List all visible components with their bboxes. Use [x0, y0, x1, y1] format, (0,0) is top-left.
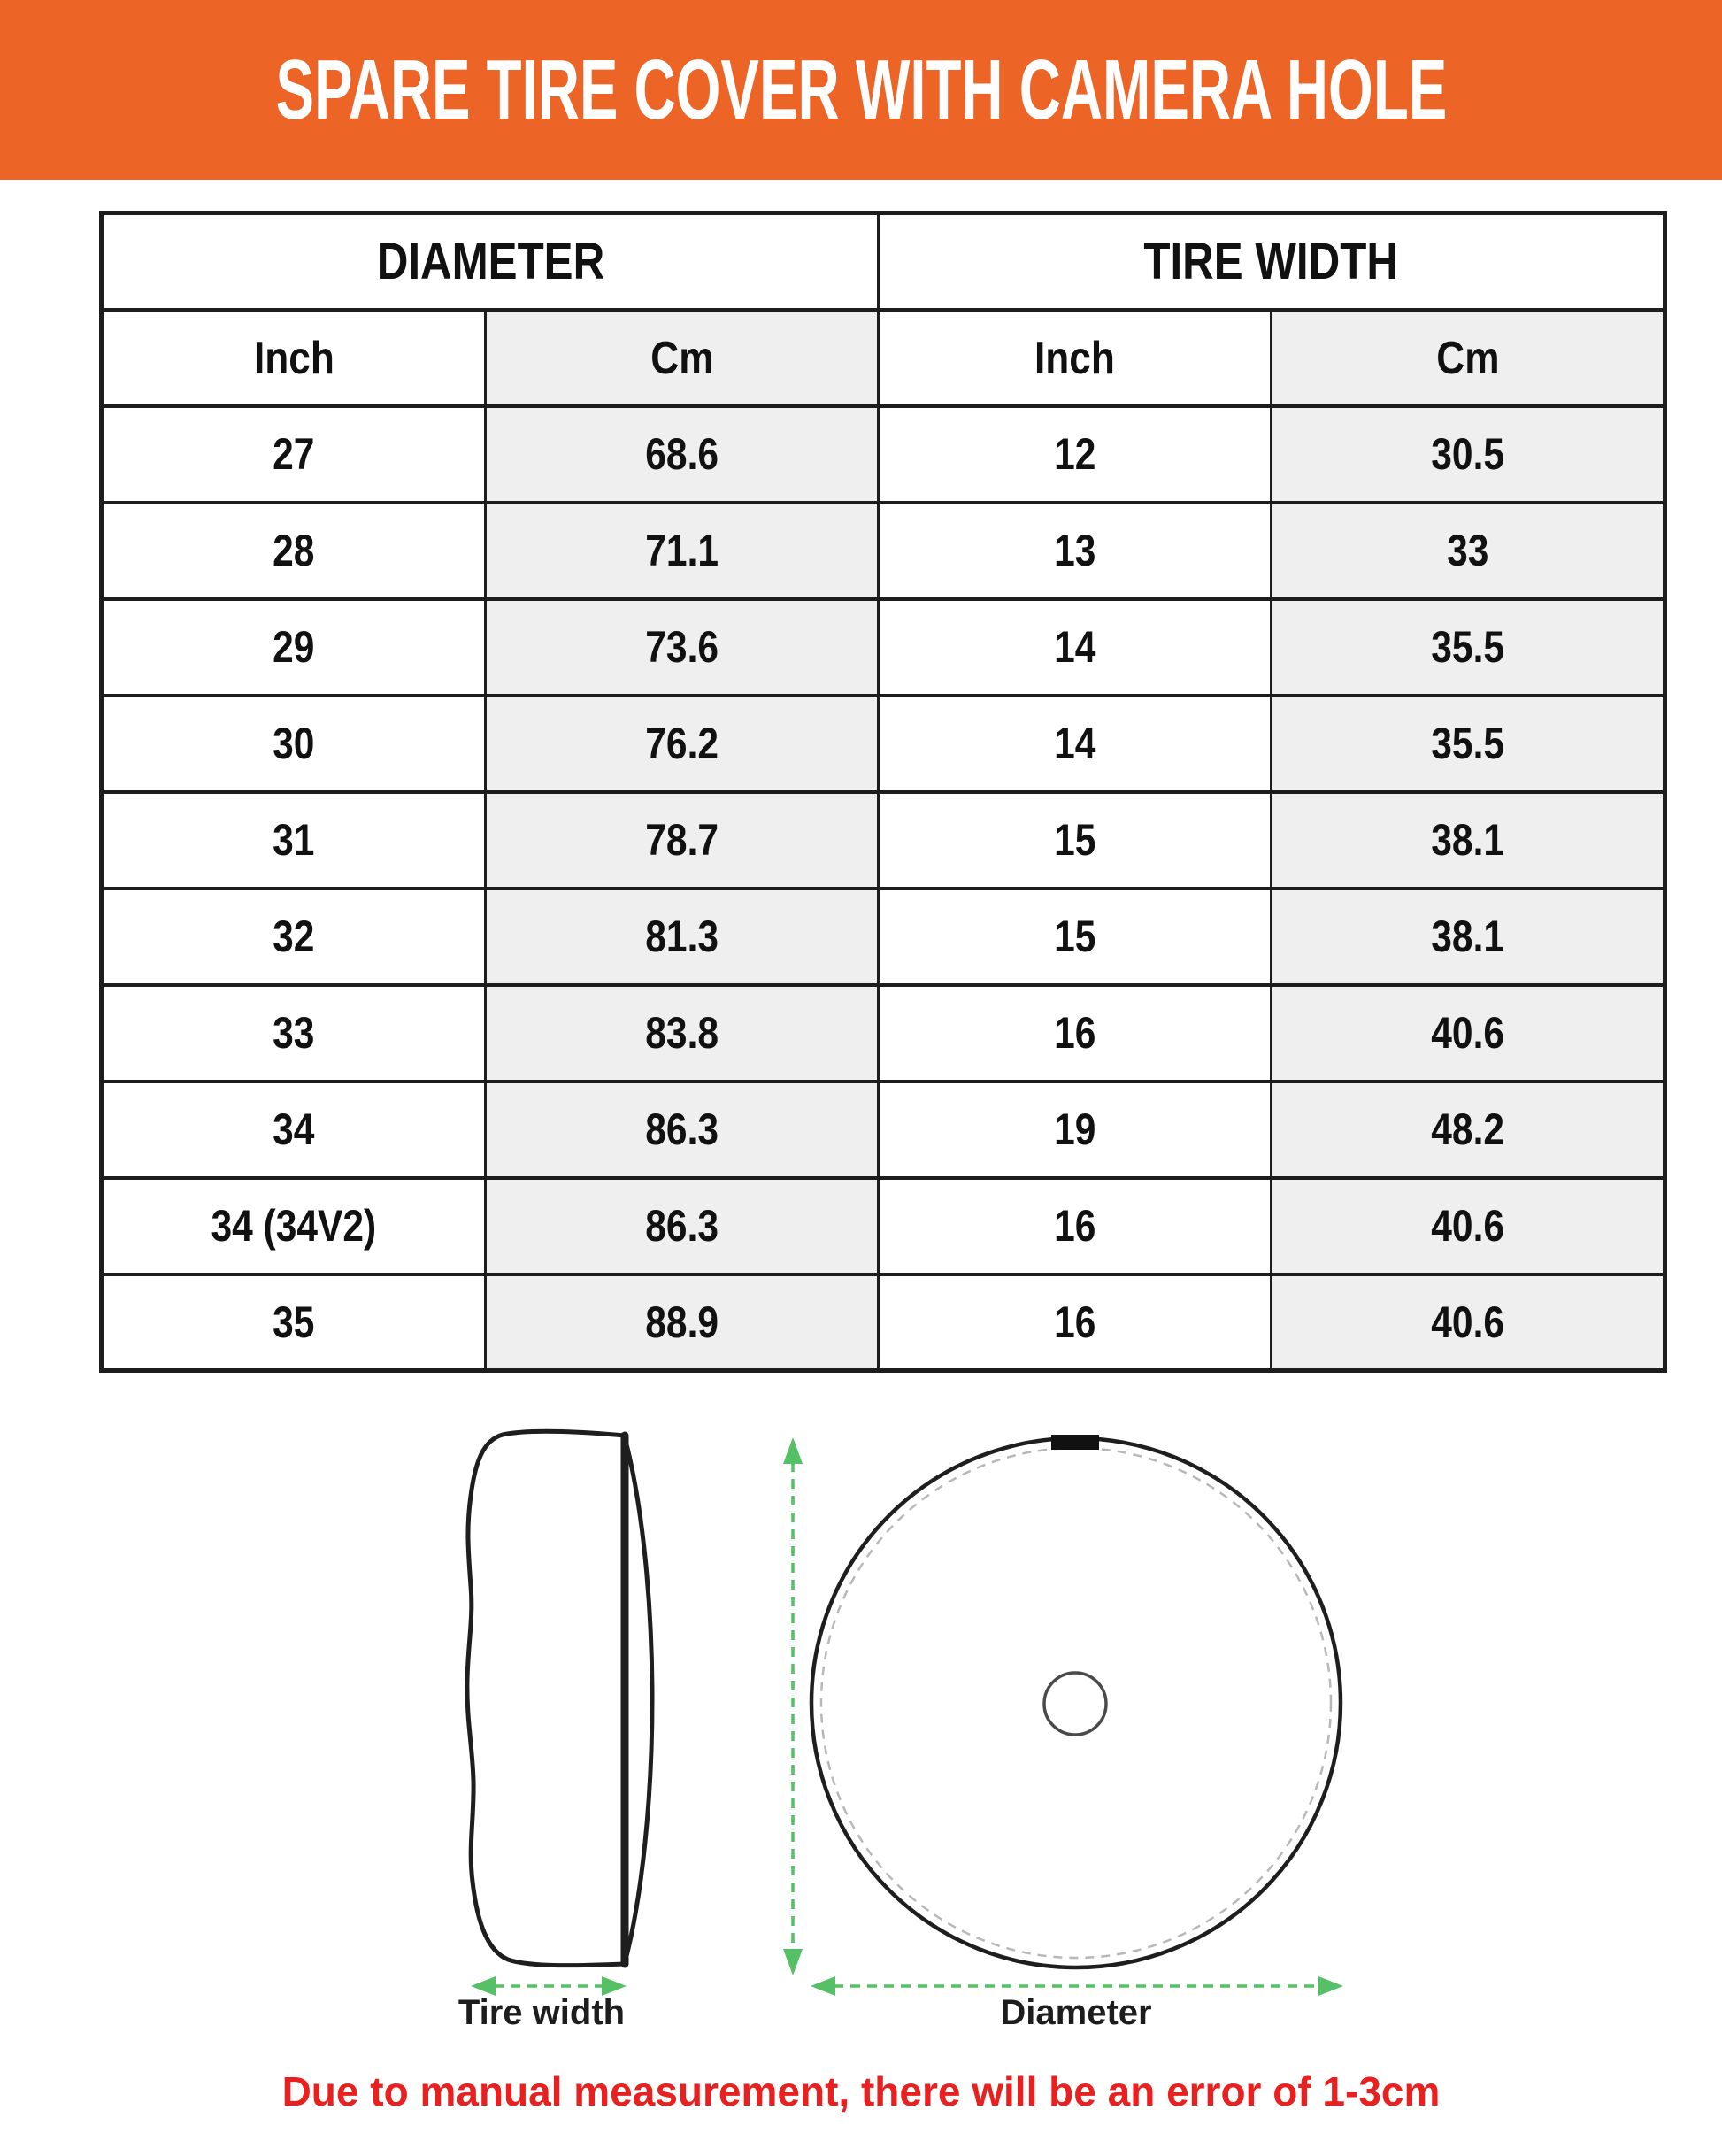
- width-cm-cell: 40.6: [1272, 1178, 1665, 1274]
- table-row: [102, 792, 1665, 889]
- page-title: SPARE TIRE COVER WITH CAMERA HOLE: [275, 42, 1447, 137]
- diameter-cm-cell: 78.7: [486, 792, 879, 889]
- width-inch-cell: 15: [879, 889, 1272, 985]
- tire-side-view-drawing: [467, 1431, 652, 1965]
- diameter-inch-cell: 35: [102, 1274, 486, 1371]
- table-sub-header-row: [102, 311, 1665, 406]
- width-inch-cell: 14: [879, 599, 1272, 696]
- banner: [0, 0, 1722, 180]
- diameter-cm-cell: 86.3: [486, 1082, 879, 1178]
- width-cm-cell: 38.1: [1272, 792, 1665, 889]
- diameter-inch-cell: 33: [102, 985, 486, 1082]
- table-row: [102, 696, 1665, 792]
- size-diagram: [0, 1377, 1722, 2156]
- width-inch-cell: 14: [879, 696, 1272, 792]
- width-cm-header: Cm: [1272, 311, 1665, 406]
- table-row: [102, 503, 1665, 599]
- width-cm-cell: 40.6: [1272, 985, 1665, 1082]
- width-inch-cell: 16: [879, 985, 1272, 1082]
- diameter-cm-cell: 71.1: [486, 503, 879, 599]
- tire-front-view-drawing: [811, 1435, 1341, 1967]
- diameter-group-header: DIAMETER: [102, 213, 879, 311]
- diameter-inch-cell: 34: [102, 1082, 486, 1178]
- width-cm-cell: 33: [1272, 503, 1665, 599]
- diameter-cm-header: Cm: [486, 311, 879, 406]
- diameter-inch-header: Inch: [102, 311, 486, 406]
- diameter-inch-cell: 31: [102, 792, 486, 889]
- table-group-header-row: [102, 213, 1665, 311]
- diameter-inch-cell: 32: [102, 889, 486, 985]
- diameter-cm-cell: 76.2: [486, 696, 879, 792]
- diameter-cm-cell: 86.3: [486, 1178, 879, 1274]
- width-inch-cell: 15: [879, 792, 1272, 889]
- diameter-inch-cell: 28: [102, 503, 486, 599]
- width-cm-cell: 35.5: [1272, 696, 1665, 792]
- table-row: [102, 599, 1665, 696]
- diameter-cm-cell: 88.9: [486, 1274, 879, 1371]
- diameter-cm-cell: 83.8: [486, 985, 879, 1082]
- width-cm-cell: 40.6: [1272, 1274, 1665, 1371]
- width-inch-cell: 12: [879, 406, 1272, 503]
- diameter-inch-cell: 34 (34V2): [102, 1178, 486, 1274]
- diameter-cm-cell: 73.6: [486, 599, 879, 696]
- width-inch-cell: 16: [879, 1178, 1272, 1274]
- camera-hole-circle: [1044, 1673, 1106, 1735]
- width-inch-header: Inch: [879, 311, 1272, 406]
- width-inch-cell: 13: [879, 503, 1272, 599]
- diameter-cm-cell: 68.6: [486, 406, 879, 503]
- strap-mark: [1051, 1435, 1099, 1450]
- table-row: [102, 1178, 1665, 1274]
- width-inch-cell: 16: [879, 1274, 1272, 1371]
- width-cm-cell: 30.5: [1272, 406, 1665, 503]
- vertical-diameter-arrow-icon: [783, 1437, 803, 1975]
- diameter-inch-cell: 30: [102, 696, 486, 792]
- size-table: [99, 211, 1667, 1373]
- tire-width-label: Tire width: [457, 1993, 626, 2032]
- width-cm-cell: 35.5: [1272, 599, 1665, 696]
- diameter-cm-cell: 81.3: [486, 889, 879, 985]
- diameter-inch-cell: 29: [102, 599, 486, 696]
- diameter-label: Diameter: [1000, 1993, 1152, 2032]
- width-inch-cell: 19: [879, 1082, 1272, 1178]
- width-cm-cell: 48.2: [1272, 1082, 1665, 1178]
- table-row: [102, 1274, 1665, 1371]
- measurement-disclaimer: Due to manual measurement, there will be an error of 1-3cm: [281, 2068, 1441, 2114]
- table-row: [102, 406, 1665, 503]
- table-row: [102, 889, 1665, 985]
- table-row: [102, 985, 1665, 1082]
- width-cm-cell: 38.1: [1272, 889, 1665, 985]
- table-row: [102, 1082, 1665, 1178]
- tire-width-group-header: TIRE WIDTH: [879, 213, 1665, 311]
- diameter-inch-cell: 27: [102, 406, 486, 503]
